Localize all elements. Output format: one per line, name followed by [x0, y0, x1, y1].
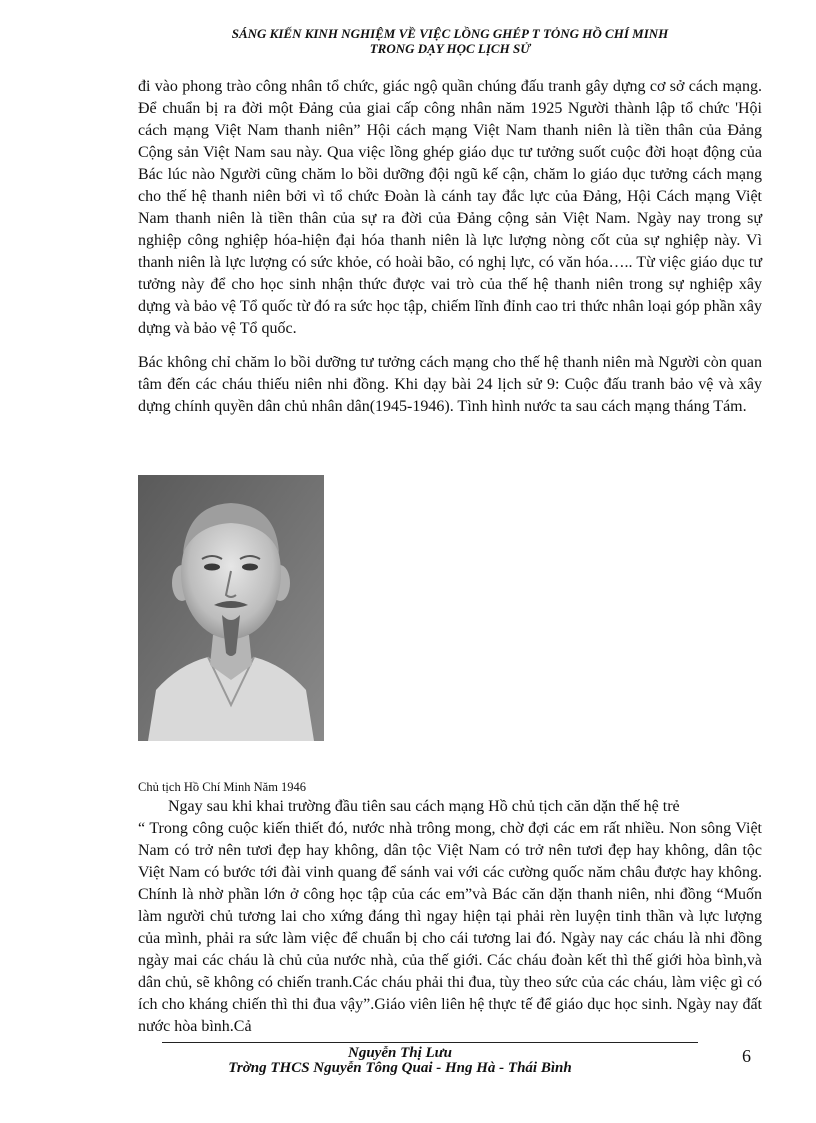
paragraph-text: “ Trong công cuộc kiến thiết đó, nước nhà trông mong, chờ đợi các em rất nhiều. Non sông Việt Nam có trở nên tươi đẹp hay không, dân tộc Việt Nam có trở nên tươi đẹp hay không, dân tộc Việt Nam có bước tới đài vinh quang để sánh vai với các cường quốc năm châu được hay không. Chính là nhờ phần lớn ở công học tập của các em”và Bác căn dặn thanh niên, nhi đồng “Muốn làm người chủ tương lai cho xứng đáng thì ngay hiện tại phải rèn luyện tinh thần và lực lượng của mình, phải ra sức làm việc để chuẩn bị cho cái tương lai đó. Ngày nay các cháu là nhi đồng ngày mai các cháu là chủ của nước nhà, của thế giới. Các cháu đoàn kết thì thế giới hòa bình,và dân chủ, sẽ không có chiến tranh.Các cháu phải thi đua, tùy theo sức của các cháu, làm việc gì có ích cho kháng chiến thì thi đua vậy”.Giáo viên liên hệ thực tế để giáo dục học sinh. Ngày nay đất nước hòa bình.Cả	[138, 820, 762, 1035]
paragraph-text: đi vào phong trào công nhân tổ chức, giác ngộ quần chúng đấu tranh gây dựng cơ sở cách mạng. Để chuẩn bị ra đời một Đảng của giai cấp công nhân năm 1925 Người thành lập tổ chức 'Hội cách mạng Việt Nam thanh niên” Hội cách mạng Việt Nam thanh niên là tiền thân của Đảng Cộng sản Việt Nam sau này. Qua việc lồng ghép giáo dục tư tưởng suốt cuộc đời hoạt động của Bác lúc nào Người cũng chăm lo bồi dưỡng đội ngũ kế cận, chăm lo giáo dục tưởng cách mạng cho thế hệ thanh niên bởi vì tổ chức Đoàn là cánh tay đắc lực của Đảng, Hội Cách mạng Việt Nam thanh niên là tiền thân của sự ra đời của Đảng cộng sản Việt Nam. Ngày nay trong sự nghiệp công nghiệp hóa-hiện đại hóa thanh niên là lực lượng nòng cốt của sự nghiệp này. Vì thanh niên là lực lượng có sức khỏe, có hoài bão, có nghị lực, có văn hóa….. Từ việc giáo dục tư tưởng này để cho học sinh nhận thức được vai trò của thế hệ thanh niên trong sự nghiệp xây dựng và bảo vệ Tổ quốc từ đó ra sức học tập, chiếm lĩnh đỉnh cao tri thức nhân loại góp phần xây dựng và bảo vệ Tổ quốc.	[138, 78, 762, 337]
paragraph-text: Bác không chỉ chăm lo bồi dưỡng tư tưởng cách mạng cho thế hệ thanh niên mà Người còn quan tâm đến các cháu thiếu niên nhi đồng. Khi dạy bài 24 lịch sử 9: Cuộc đấu tranh bảo vệ và xây dựng chính quyền dân chủ nhân dân(1945-1946). Tình hình nước ta sau cách mạng tháng Tám.	[138, 354, 762, 415]
portrait-photo	[138, 475, 324, 741]
footer-author: Nguyễn Thị Lưu	[348, 1045, 452, 1061]
header-title-line2: TRONG DẠY HỌC LỊCH SỬ	[369, 41, 531, 56]
body-paragraph-1	[138, 76, 762, 340]
body-paragraph-3	[138, 796, 762, 1038]
portrait-image	[138, 475, 324, 741]
header-title-line1: SÁNG KIẾN KINH NGHIỆM VỀ VIỆC LỒNG GHÉP T TỎNG HỒ CHÍ MINH	[231, 26, 669, 41]
page-number: 6	[742, 1046, 751, 1066]
paragraph-first-line: Ngay sau khi khai trường đầu tiên sau cách mạng Hồ chủ tịch căn dặn thế hệ trẻ	[168, 798, 680, 815]
photo-caption: Chủ tịch Hồ Chí Minh Năm 1946	[138, 780, 307, 794]
footer-divider	[162, 1042, 698, 1043]
body-paragraph-2	[138, 352, 762, 418]
footer-school: Trờng THCS Nguyễn Tông Quai - Hng Hà - Thái Bình	[228, 1060, 572, 1076]
